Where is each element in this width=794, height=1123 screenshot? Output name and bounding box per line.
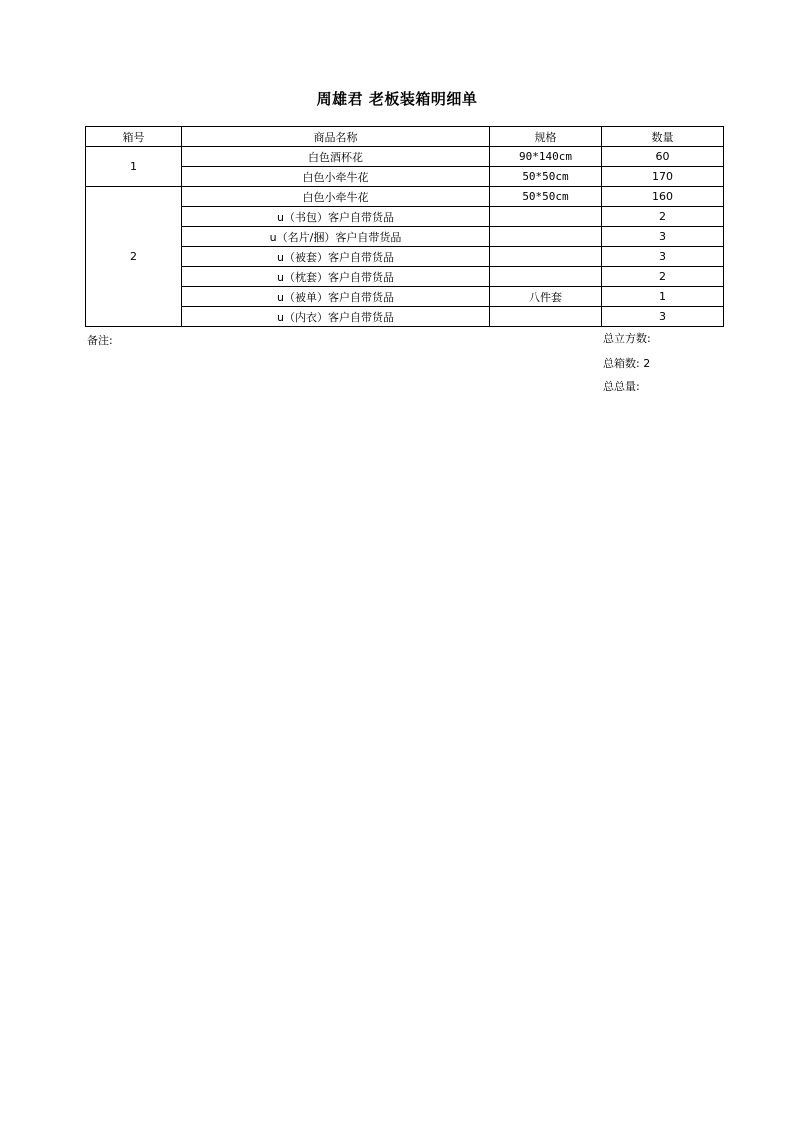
- table-row: [86, 187, 724, 207]
- table-row: [86, 247, 724, 267]
- spec-cell: [490, 247, 602, 267]
- spec-cell: 90*140cm: [490, 147, 602, 167]
- quantity-cell: 3: [602, 247, 724, 267]
- spec-cell: [490, 307, 602, 327]
- packing-list-table: [85, 126, 724, 327]
- spec-cell: 50*50cm: [490, 187, 602, 207]
- quantity-cell: 170: [602, 167, 724, 187]
- quantity-cell: 2: [602, 267, 724, 287]
- product-name-cell: u（被套）客户自带货品: [182, 247, 490, 267]
- box-number-cell: 2: [86, 187, 182, 327]
- table-header-row: [86, 127, 724, 147]
- header-product-name: 商品名称: [182, 127, 490, 147]
- table-row: [86, 307, 724, 327]
- page-title: 周雄君 老板装箱明细单: [316, 90, 478, 108]
- product-name-cell: u（被单）客户自带货品: [182, 287, 490, 307]
- product-name-cell: u（内衣）客户自带货品: [182, 307, 490, 327]
- table-row: [86, 207, 724, 227]
- header-quantity: 数量: [602, 127, 724, 147]
- box-number-cell: 1: [86, 147, 182, 187]
- total-volume-label: 总立方数:: [603, 332, 651, 345]
- total-weight-label: 总总量:: [603, 380, 640, 393]
- product-name-cell: 白色酒杯花: [182, 147, 490, 167]
- quantity-cell: 160: [602, 187, 724, 207]
- spec-cell: [490, 207, 602, 227]
- table-row: [86, 227, 724, 247]
- spec-cell: 八件套: [490, 287, 602, 307]
- quantity-cell: 2: [602, 207, 724, 227]
- product-name-cell: 白色小牵牛花: [182, 187, 490, 207]
- table-row: [86, 287, 724, 307]
- product-name-cell: u（枕套）客户自带货品: [182, 267, 490, 287]
- product-name-cell: u（书包）客户自带货品: [182, 207, 490, 227]
- table-row: [86, 147, 724, 167]
- product-name-cell: 白色小牵牛花: [182, 167, 490, 187]
- remarks-label: 备注:: [87, 334, 113, 347]
- header-box-no: 箱号: [86, 127, 182, 147]
- table-row: [86, 167, 724, 187]
- quantity-cell: 3: [602, 227, 724, 247]
- header-spec: 规格: [490, 127, 602, 147]
- spec-cell: [490, 267, 602, 287]
- spec-cell: 50*50cm: [490, 167, 602, 187]
- quantity-cell: 3: [602, 307, 724, 327]
- spec-cell: [490, 227, 602, 247]
- quantity-cell: 60: [602, 147, 724, 167]
- total-boxes-label: 总箱数: 2: [603, 357, 651, 370]
- quantity-cell: 1: [602, 287, 724, 307]
- table-row: [86, 267, 724, 287]
- product-name-cell: u（名片/捆）客户自带货品: [182, 227, 490, 247]
